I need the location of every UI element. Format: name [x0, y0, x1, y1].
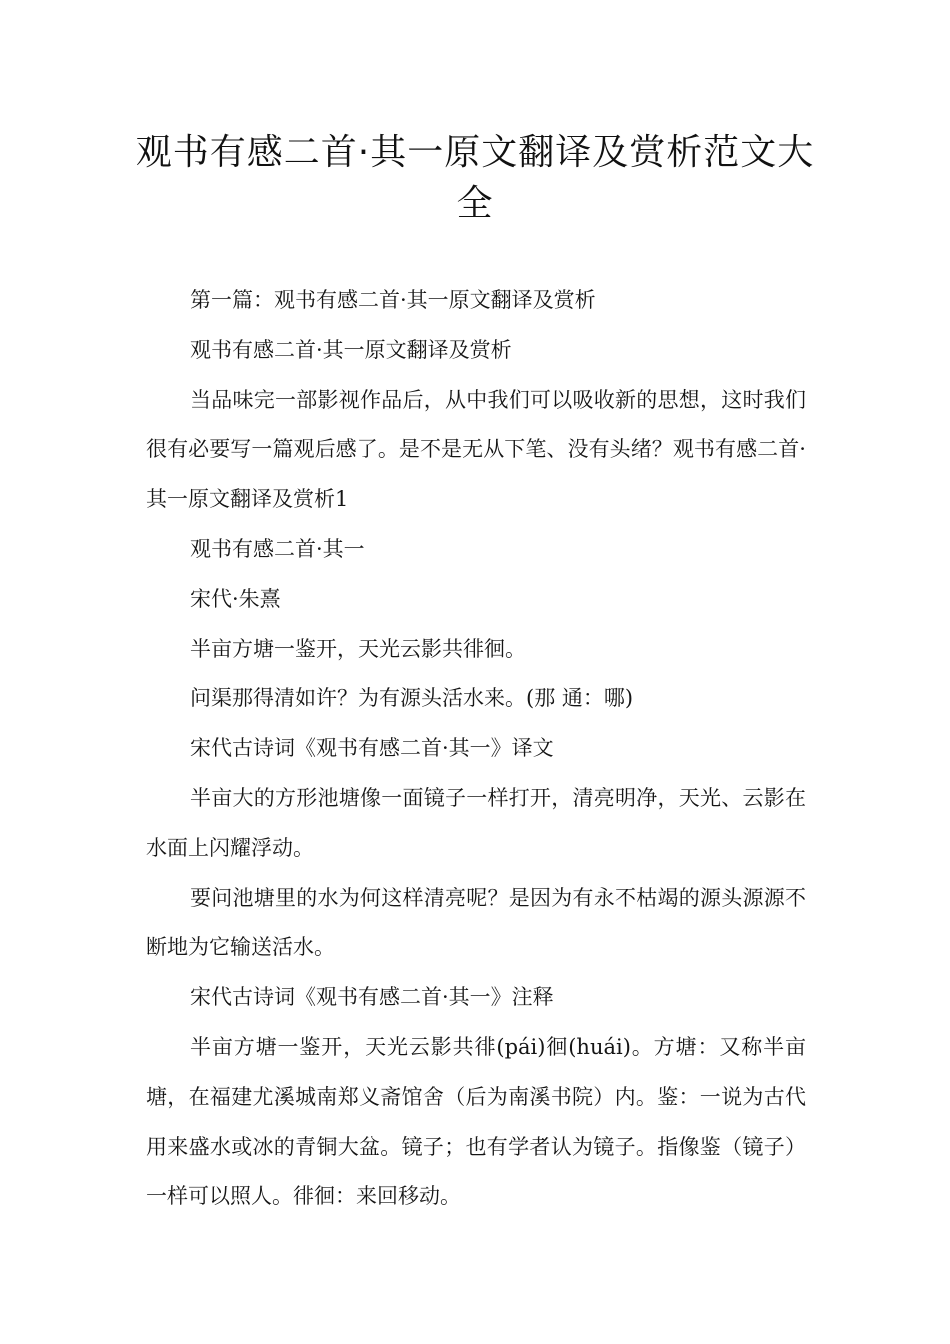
paragraph-poem-line-2: 问渠那得清如许？为有源头活水来。(那 通：哪): [190, 686, 634, 711]
paragraph-notes-heading: 宋代古诗词《观书有感二首·其一》注释: [190, 985, 554, 1010]
document-title: 观书有感二首·其一原文翻译及赏析范文大全: [135, 132, 815, 224]
paragraph-translation-2: 要问池塘里的水为何这样清亮呢？是因为有永不枯竭的源头源源不断地为它输送活水。: [146, 885, 806, 960]
paragraph-section-heading: 第一篇：观书有感二首·其一原文翻译及赏析: [190, 288, 596, 312]
paragraph-intro: 当品味完一部影视作品后，从中我们可以吸收新的思想，这时我们很有必要写一篇观后感了。是不是无从下笔、没有头绪？观书有感二首·其一原文翻译及赏析1: [146, 387, 806, 512]
paragraph-poem-author: 宋代·朱熹: [190, 586, 281, 611]
paragraph-translation-heading: 宋代古诗词《观书有感二首·其一》译文: [190, 736, 554, 761]
paragraph-notes-1: 半亩方塘一鉴开，天光云影共徘(pái)徊(huái)。方塘：又称半亩塘，在福建尤溪城南郑义斋馆舍（后为南溪书院）内。鉴：一说为古代用来盛水或冰的青铜大盆。镜子；也有学者认为镜子。指像鉴（镜子）一样可以照人。徘徊：来回移动。: [146, 1034, 806, 1209]
paragraph-subtitle: 观书有感二首·其一原文翻译及赏析: [190, 337, 512, 362]
paragraph-translation-1: 半亩大的方形池塘像一面镜子一样打开，清亮明净，天光、云影在水面上闪耀浮动。: [146, 785, 806, 860]
document-body: [146, 276, 806, 1222]
paragraph-poem-title: 观书有感二首·其一: [190, 536, 365, 561]
paragraph-poem-line-1: 半亩方塘一鉴开，天光云影共徘徊。: [190, 636, 526, 661]
